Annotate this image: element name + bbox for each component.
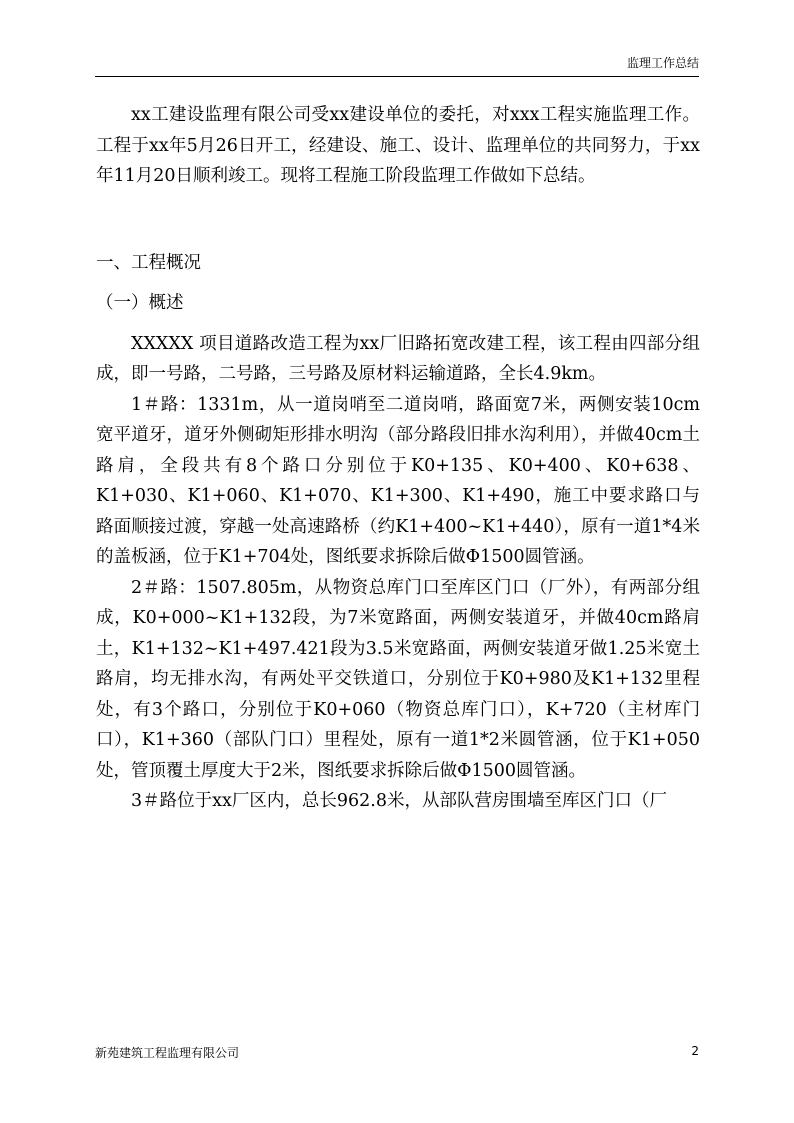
page-number: 2 (691, 1044, 699, 1058)
spacer (96, 192, 700, 248)
intro-paragraph: xx工建设监理有限公司受xx建设单位的委托，对xxx工程实施监理工作。工程于xx年5月26日开工，经建设、施工、设计、监理单位的共同努力，于xx年11月20日顺利竣工。现将工程施工阶段监理工作做如下总结。 (96, 105, 700, 186)
road1-paragraph: 1＃路：1331m，从一道岗哨至二道岗哨，路面宽7米，两侧安装10cm宽平道牙，道牙外侧砌矩形排水明沟（部分路段旧排水沟利用），并做40cm土路肩，全段共有8个路口分别位于K0+135、K0+400、K0+638、K1+030、K1+060、K1+070、K1+300、K1+490，施工中要求路口与路面顺接过渡，穿越一处高速路桥（约K1+400~K1+440），原有一道1*4米的盖板涵，位于K1+704处，图纸要求拆除后做Φ1500圆管涵。 (96, 394, 700, 567)
page-footer (95, 1044, 699, 1061)
subsection-title: （一）概述 (96, 293, 184, 313)
section-title: 一、工程概况 (96, 252, 201, 273)
overview-paragraph: XXXXX 项目道路改造工程为xx厂旧路拓宽改建工程，该工程由四部分组成，即一号路，二号路，三号路及原材料运输道路，全长4.9km。 (96, 333, 700, 384)
road3-paragraph: 3＃路位于xx厂区内，总长962.8米，从部队营房围墙至库区门口（厂 (131, 791, 667, 811)
footer-company: 新苑建筑工程监理有限公司 (95, 1046, 240, 1060)
page-header (95, 0, 699, 77)
header-title: 监理工作总结 (626, 56, 699, 70)
document-body (96, 100, 700, 817)
road2-paragraph: 2＃路：1507.805m，从物资总库门口至库区门口（厂外），有两部分组成，K0+000~K1+132段，为7米宽路面，两侧安装道牙，并做40cm路肩土，K1+132~K1+497.421段为3.5米宽路面，两侧安装道牙做1.25米宽土路肩，均无排水沟，有两处平交铁道口，分别位于K0+980及K1+132里程处，有3个路口，分别位于K0+060（物资总库门口），K+720（主材库门口），K1+360（部队门口）里程处，原有一道1*2米圆管涵，位于K1+050处，管顶覆土厚度大于2米，图纸要求拆除后做Φ1500圆管涵。 (96, 577, 700, 781)
